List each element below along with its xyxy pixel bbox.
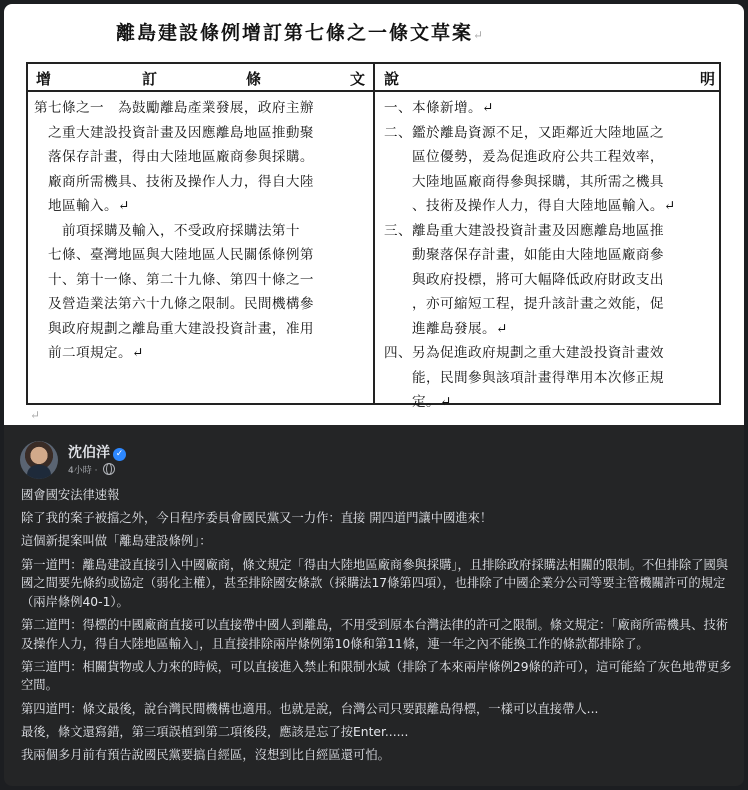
post-header — [20, 441, 420, 481]
post-body — [21, 486, 733, 769]
post-paragraph: 除了我的案子被擋之外，今日程序委員會國民黨又一力作：直接 開四道門讓中國進來！ — [21, 511, 493, 526]
post-paragraph: 第一道門：離島建設直接引入中國廠商，條文規定「得由大陸地區廠商參與採購」，且排除政府採購法相關的限制。不但排除了國與國之間要先條約或協定（弱化主權），甚至排除國安條款（採購法17條第四項），也排除了中國企業分公司等要主管機關許可的規定（兩岸條例40-1）。 — [21, 557, 729, 609]
post-paragraph: 第二道門：得標的中國廠商直接可以直接帶中國人到離島，不用受到原本台灣法律的許可之限制。條文規定：「廠商所需機具、技術及操作人力，得自大陸地區輸入」，且直接排除兩岸條例第10條和第11條，連一年之內不能換工作的條款都排除了。 — [21, 617, 729, 651]
post-timestamp[interactable]: 4小時 — [68, 466, 92, 476]
document-title: 離島建設條例增訂第七條之一條文草案↵ — [116, 22, 486, 44]
post-paragraph: 我兩個多月前有預告說國民黨要搞自經區，沒想到比自經區還可怕。 — [21, 747, 390, 762]
author-name-row — [68, 442, 126, 462]
author-avatar[interactable] — [20, 441, 58, 479]
post-card — [4, 4, 744, 786]
document-footer-mark: ↵ — [30, 408, 41, 422]
post-image-document[interactable] — [4, 4, 744, 425]
post-paragraph: 最後，條文還寫錯，第三項誤植到第二項後段，應該是忘了按Enter...... — [21, 724, 409, 739]
post-paragraph: 第四道門：條文最後，說台灣民間機構也適用。也就是說，台灣公司只要跟離島得標，一樣可以直接帶人... — [21, 701, 599, 716]
header-left-char-1: 增 — [36, 70, 52, 88]
header-right-char-2: 明 — [700, 70, 716, 88]
post-paragraph: 第三道門：相關貨物或人力來的時候，可以直接進入禁止和限制水域（排除了本來兩岸條例29條的許可），這可能給了灰色地帶更多空間。 — [21, 659, 732, 693]
amendment-table — [26, 62, 721, 410]
post-meta: 4小時 · — [68, 463, 115, 476]
post-paragraph-heading: 國會國安法律速報 — [21, 488, 120, 502]
header-left-char-2: 訂 — [142, 70, 158, 88]
header-right-char-1: 說 — [384, 70, 400, 88]
post-paragraph: 這個新提案叫做「離島建設條例」： — [21, 534, 212, 549]
amendment-explanation-text: 一、本條新增。↵ 二、鑑於離島資源不足，又距鄰近大陸地區之 區位優勢，爰為促進政府公共工程效率， 大陸地區廠商得參與採購，其所需之機具 、技術及操作人力，得自大陸地區輸入。↵ 三、離島重大建設投資計畫及因應離島地區推 動聚落保存計畫，如能由大陸地區廠商參 與政府投標，將可大幅降低政府財政支出 ，亦可縮短工程，提升該計畫之效能，促 進離島發展。↵ 四、另為促進政府規劃之重大建設投資計畫效 能，民間參與該項計畫得準用本次修正規 定。↵ — [384, 100, 676, 410]
amendment-article-text: 第七條之一 為鼓勵離島產業發展，政府主辦 之重大建設投資計畫及因應離島地區推動聚 落保存計畫，得由大陸地區廠商參與採購。 廠商所需機具、技術及操作人力，得自大陸 地區輸入。↵ 前項採購及輸入，不受政府採購法第十 七條、臺灣地區與大陸地區人民關係條例第 十、第十一條、第二十九條、第四十條之一 及營造業法第六十九條之限制。民間機構參 與政府規劃之離島重大建設投資計畫，准用 前二項規定。↵ — [34, 100, 314, 361]
author-name[interactable]: 沈伯洋 — [68, 445, 110, 461]
header-left-char-4: 文 — [350, 70, 366, 88]
header-left-char-3: 條 — [246, 70, 262, 88]
verified-badge-icon: ✓ — [113, 448, 126, 461]
globe-icon — [103, 463, 115, 475]
